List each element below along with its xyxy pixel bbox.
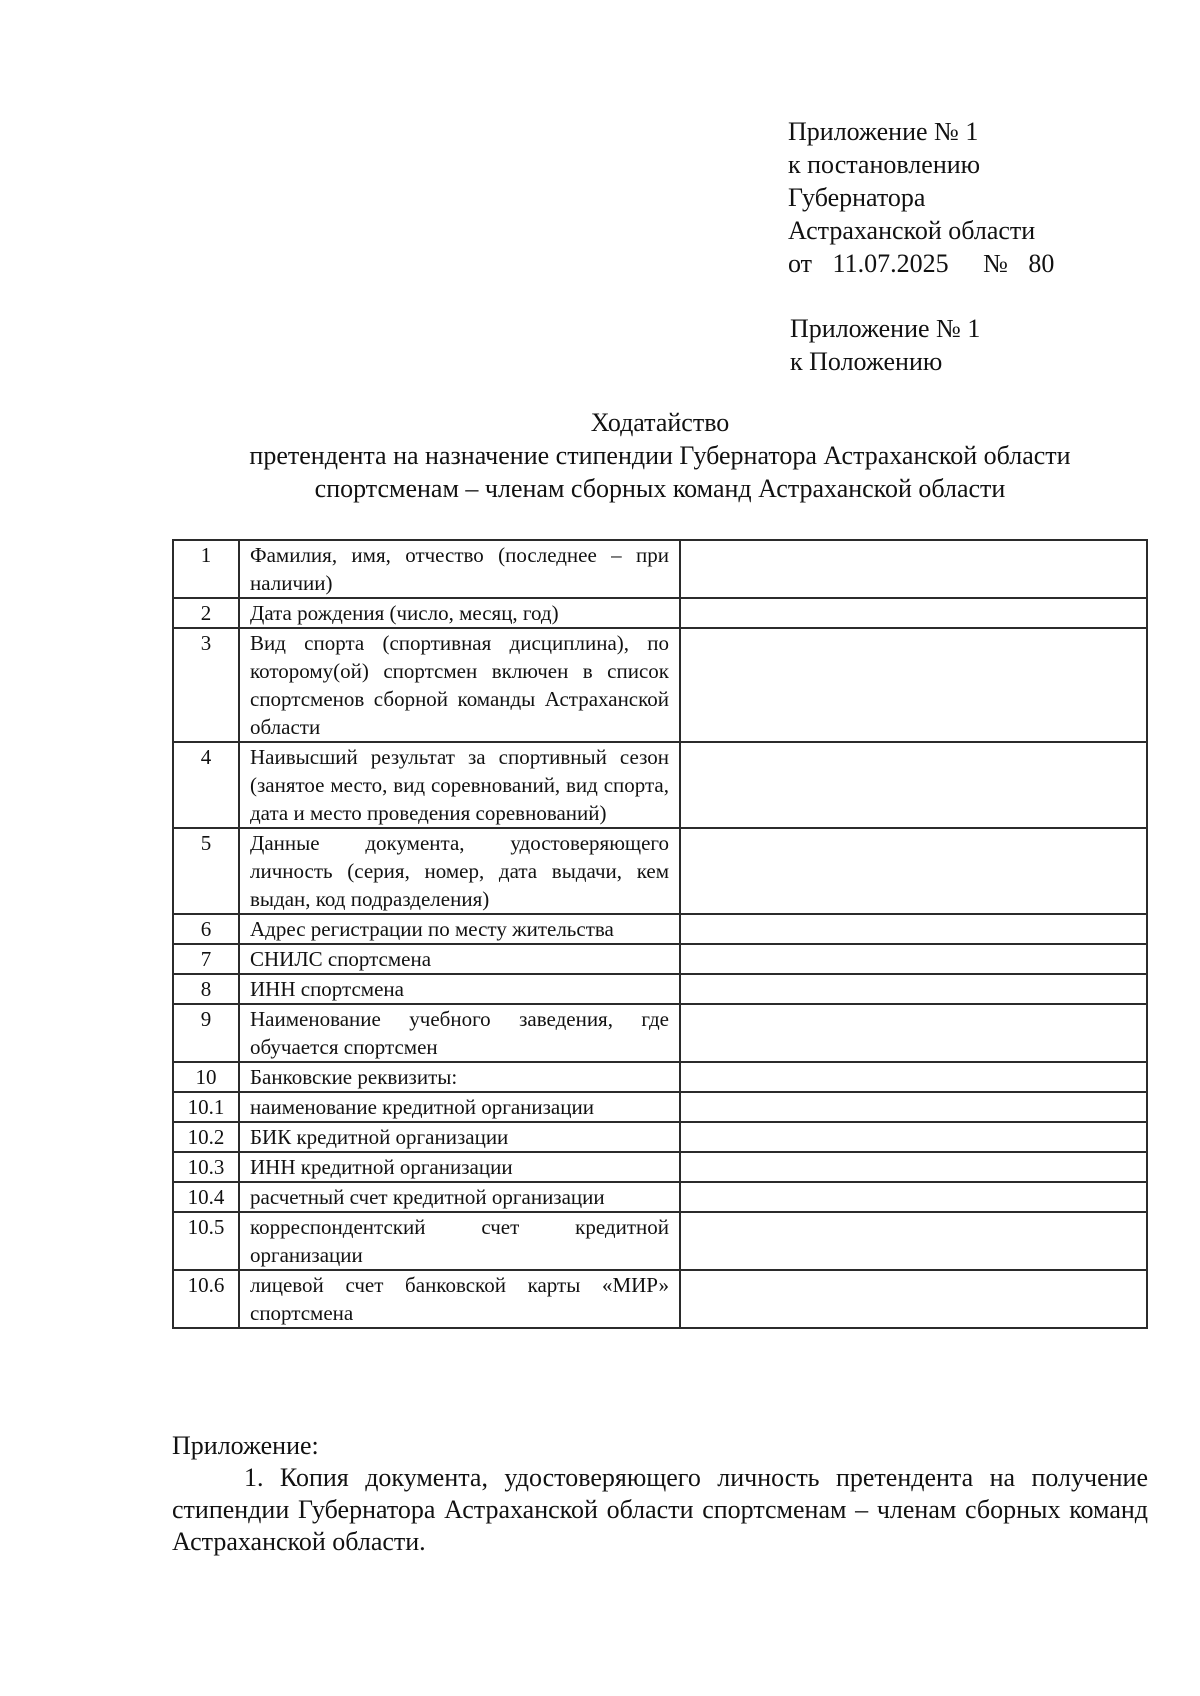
title-line-1: Ходатайство [590, 408, 730, 437]
title-line-2: претендента на назначение стипендии Губернатора Астраханской области [249, 441, 1071, 470]
row-value-field[interactable] [680, 1092, 1147, 1122]
table-row [173, 914, 1147, 944]
table-row [173, 974, 1147, 1004]
approval-line-3: Губернатора [788, 183, 926, 212]
approval-date-line [788, 247, 1054, 280]
row-number: 5 [173, 828, 239, 914]
row-number: 10.1 [173, 1092, 239, 1122]
table-row [173, 1004, 1147, 1062]
appendix-heading: Приложение: [172, 1431, 319, 1460]
table-row [173, 1270, 1147, 1328]
row-label: Банковские реквизиты: [239, 1062, 680, 1092]
row-value-field[interactable] [680, 628, 1147, 742]
row-label: Адрес регистрации по месту жительства [239, 914, 680, 944]
row-label: лицевой счет банковской карты «МИР» спортсмена [239, 1270, 680, 1328]
table-row [173, 828, 1147, 914]
table-row [173, 1122, 1147, 1152]
row-label: Данные документа, удостоверяющего личность (серия, номер, дата выдачи, кем выдан, код подразделения) [239, 828, 680, 914]
row-value-field[interactable] [680, 1122, 1147, 1152]
row-number: 3 [173, 628, 239, 742]
row-label: ИНН кредитной организации [239, 1152, 680, 1182]
approval-line-2: к постановлению [788, 150, 981, 179]
row-label: Наименование учебного заведения, где обучается спортсмен [239, 1004, 680, 1062]
appendix-item-1: 1. Копия документа, удостоверяющего личность претендента на получение стипендии Губернатора Астраханской области спортсменам – членам сборных команд Астраханской области. [172, 1463, 1148, 1556]
table-row [173, 1182, 1147, 1212]
approval-number-sign: № [983, 249, 1008, 278]
row-value-field[interactable] [680, 974, 1147, 1004]
row-value-field[interactable] [680, 828, 1147, 914]
row-label: корреспондентский счет кредитной организации [239, 1212, 680, 1270]
row-value-field[interactable] [680, 742, 1147, 828]
table-row [173, 540, 1147, 598]
table-row [173, 1212, 1147, 1270]
row-number: 6 [173, 914, 239, 944]
row-value-field[interactable] [680, 1212, 1147, 1270]
row-label: Фамилия, имя, отчество (последнее – при наличии) [239, 540, 680, 598]
row-value-field[interactable] [680, 1004, 1147, 1062]
row-value-field[interactable] [680, 1270, 1147, 1328]
application-table [172, 539, 1148, 1329]
row-number: 2 [173, 598, 239, 628]
row-value-field[interactable] [680, 598, 1147, 628]
row-number: 8 [173, 974, 239, 1004]
row-number: 10 [173, 1062, 239, 1092]
table-row [173, 1092, 1147, 1122]
row-value-field[interactable] [680, 1152, 1147, 1182]
row-number: 10.5 [173, 1212, 239, 1270]
table-row [173, 944, 1147, 974]
row-number: 4 [173, 742, 239, 828]
row-value-field[interactable] [680, 540, 1147, 598]
row-label: Наивысший результат за спортивный сезон (занятое место, вид соревнований, вид спорта, дата и место проведения соревнований) [239, 742, 680, 828]
row-number: 10.4 [173, 1182, 239, 1212]
row-value-field[interactable] [680, 914, 1147, 944]
approval-number: 80 [1028, 249, 1055, 278]
row-number: 10.2 [173, 1122, 239, 1152]
row-label: наименование кредитной организации [239, 1092, 680, 1122]
row-number: 9 [173, 1004, 239, 1062]
application-table-body [173, 540, 1147, 1328]
appendix-section [172, 1430, 1148, 1558]
row-label: Дата рождения (число, месяц, год) [239, 598, 680, 628]
row-value-field[interactable] [680, 1182, 1147, 1212]
row-value-field[interactable] [680, 1062, 1147, 1092]
approval-date-prefix: от [788, 249, 813, 278]
approval-line-4: Астраханской области [788, 216, 1036, 245]
row-number: 1 [173, 540, 239, 598]
row-number: 10.6 [173, 1270, 239, 1328]
title-line-3: спортсменам – членам сборных команд Астраханской области [314, 474, 1006, 503]
table-row [173, 628, 1147, 742]
table-row [173, 598, 1147, 628]
regulation-reference [790, 312, 980, 378]
table-row [173, 1152, 1147, 1182]
approval-line-1: Приложение № 1 [788, 117, 979, 146]
regulation-line-2: к Положению [790, 347, 943, 376]
approval-reference [788, 115, 1054, 280]
row-label: Вид спорта (спортивная дисциплина), по которому(ой) спортсмен включен в список спортсменов сборной команды Астраханской области [239, 628, 680, 742]
row-label: ИНН спортсмена [239, 974, 680, 1004]
table-row [173, 1062, 1147, 1092]
regulation-line-1: Приложение № 1 [790, 314, 981, 343]
row-value-field[interactable] [680, 944, 1147, 974]
approval-date: 11.07.2025 [832, 249, 949, 278]
row-label: СНИЛС спортсмена [239, 944, 680, 974]
table-row [173, 742, 1147, 828]
row-label: расчетный счет кредитной организации [239, 1182, 680, 1212]
row-number: 7 [173, 944, 239, 974]
document-title [150, 406, 1170, 505]
row-label: БИК кредитной организации [239, 1122, 680, 1152]
row-number: 10.3 [173, 1152, 239, 1182]
